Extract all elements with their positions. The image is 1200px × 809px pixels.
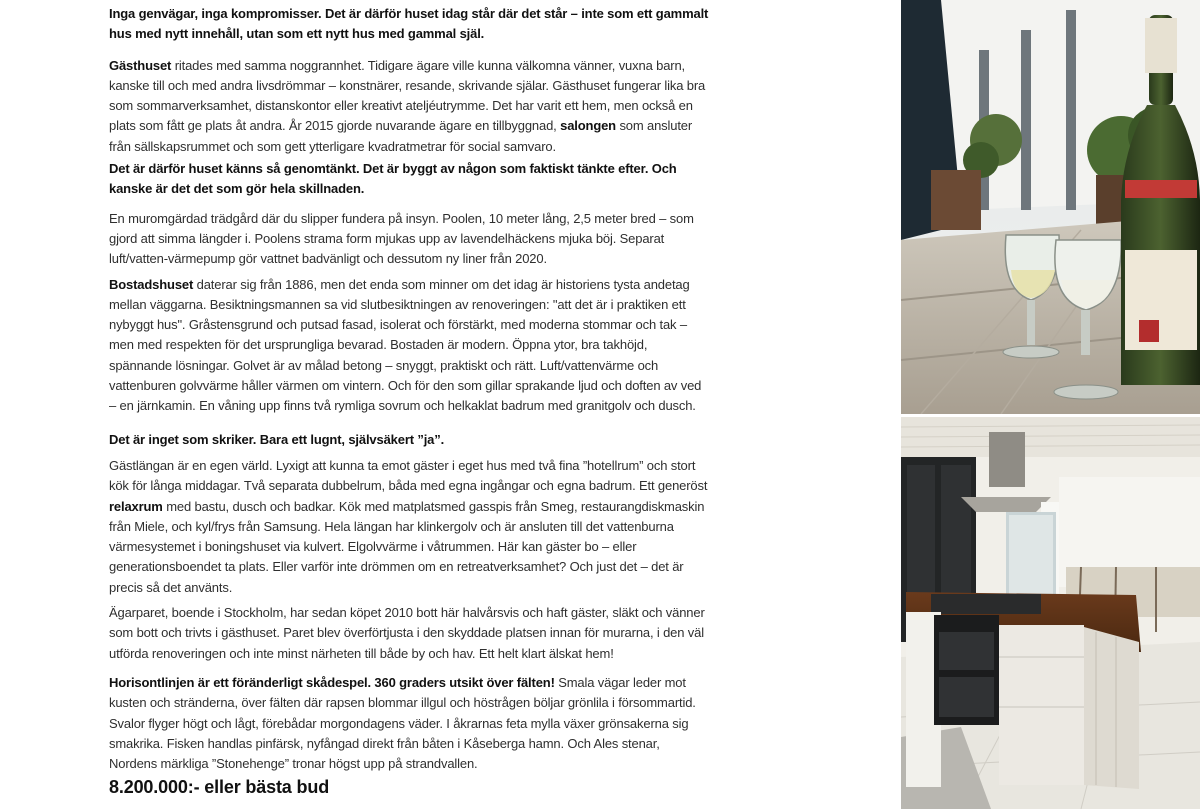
paragraph-pool: En muromgärdad trädgård där du slipper fundera på insyn. Poolen, 10 meter lång, 2,5 meter bred – som gjord att simma längder i. Poolens strama form mjukas upp av lavendelhäckens mjuka böj. Separat luft/vatten-värmepump gör vattnet badvänligt och dessutom ny liner från 2020. <box>109 210 694 267</box>
paragraph-horizon: Horisontlinjen är ett föränderligt skådespel. 360 graders utsikt över fälten! Smala vägar leder mot kusten och stränderna, över fälten där rapsen blommar illgul och höstrågen böljar grönlila i försommartid. Svalor flyger högt och lågt, förebådar morgondagens väder. I åkrarnas feta mylla växer grönsakerna sig smakrika. Fisken handlas pinfärsk, nyfångad direkt från båten i Kåseberga hamn. Och Ales stenar, Nordens märkliga ”Stonehenge” tronar högst upp på strandvallen. <box>109 674 696 772</box>
kitchen-photo <box>901 417 1200 809</box>
bold-term: Horisontlinjen är ett föränderligt skådespel. 360 graders utsikt över fälten! <box>109 674 555 690</box>
bold-term: salongen <box>560 118 616 134</box>
article-text <box>109 4 711 798</box>
paragraph-owners: Ägarparet, boende i Stockholm, har sedan köpet 2010 bott här halvårsvis och haft gäster, släkt och vänner som bott och trivts i gästhuset. Paret blev överförtjusta i den skyddade platsen innan för murarna, i den väl utförda renoveringen och inte minst närheten till både by och hav. Ett helt klart älskat hem! <box>109 605 705 661</box>
price-label: 8.200.000:- eller bästa bud <box>109 777 330 798</box>
bold-statement: Det är inget som skriker. Bara ett lugnt, självsäkert ”ja”. <box>109 431 445 447</box>
bold-term: Gästhuset <box>109 57 172 73</box>
wine-terrace-photo <box>901 0 1200 414</box>
paragraph-guesthouse: Gästhuset ritades med samma noggrannhet. Tidigare ägare ville kunna välkomna vänner, vuxna barn, kanske till och med andra livsdrömmar – konstnärer, resande, skrivande själar. Gästhuset fungerar lika bra som sommarverksamhet, distanskontor eller kreativt ateljéutrymme. Det har varit ett hem, men också en plats som fått ge plats åt andra. År 2015 gjorde nuvarande ägare en tillbyggnad, salongen som ansluter från sällskapsrummet och som gett ytterligare kvadratmetrar för social samvaro. <box>109 57 706 154</box>
paragraph-guest-wing: Gästlängan är en egen värld. Lyxigt att kunna ta emot gäster i eget hus med två fina ”hotellrum” och stort kök för långa middagar. Två separata dubbelrum, båda med egna ingångar och egna badrum. Ett generöst relaxrum med bastu, dusch och badkar. Kök med matplatsmed gasspis från Smeg, restaurangdiskmaskin från Miele, och kyl/frys från Samsung. Hela längan har klinkergolv och är ansluten till det vattenburna värmesystemet i boningshuset via kulvert. Elgolvvärme i våtrummen. Här kan gäster bo – eller generationsboendet ta plats. Eller varför inte drömmen om en retreatverksamhet? Och just det – det är precis så det använts. <box>109 457 708 595</box>
paragraph-residence: Bostadshuset daterar sig från 1886, men det enda som minner om det idag är historiens tysta andetag mellan väggarna. Besiktningsmannen sa vid slutbesiktningen av renoveringen: "att det är i praktiken ett nybyggt hus". Gråstensgrund och putsad fasad, isolerat och förstärkt, med moderna stommar och tak – men med respekten för det ursprungliga bevarad. Bostaden är modern. Öppna ytor, bra takhöjd, spännande lösningar. Golvet är av målad betong – snyggt, praktiskt och rätt. Luft/vattenvärme och vattenburen golvvärme håller värmen om vintern. Och för den som gillar sprakande ljud och doften av ved – en järnkamin. En våning upp finns två rymliga sovrum och helkaklat badrum med granitgolv och dusch. <box>109 276 702 414</box>
bold-term: Bostadshuset <box>109 276 194 292</box>
bold-statement: Det är därför huset känns så genomtänkt. Det är byggt av någon som faktiskt tänkte efter. Och kanske är det det som gör hela skillnaden. <box>109 161 677 197</box>
intro-paragraph: Inga genvägar, inga kompromisser. Det är därför huset idag står där det står – inte som ett gammalt hus med nytt innehåll, utan som ett nytt hus med gammal själ. <box>109 6 709 42</box>
bold-term: relaxrum <box>109 498 163 514</box>
